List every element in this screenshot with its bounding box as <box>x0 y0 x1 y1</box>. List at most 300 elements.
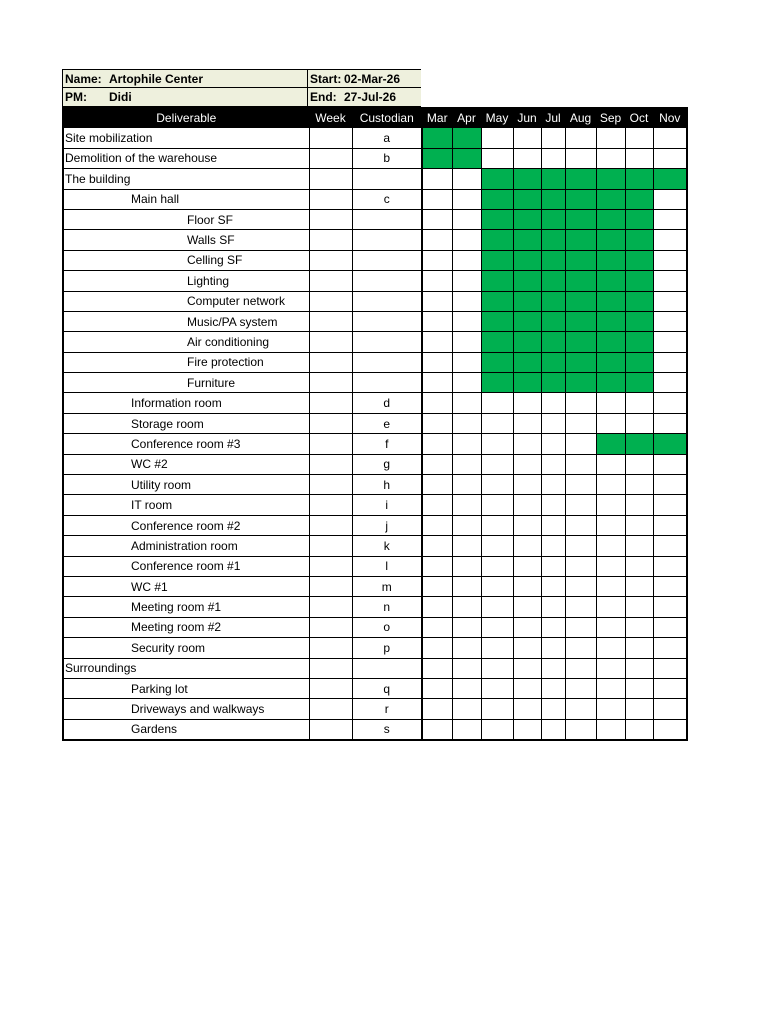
gantt-cell[interactable] <box>422 515 452 535</box>
gantt-cell[interactable] <box>653 291 687 311</box>
custodian-cell[interactable]: d <box>352 393 422 413</box>
deliverable-cell[interactable] <box>63 189 309 209</box>
gantt-cell[interactable] <box>422 576 452 596</box>
gantt-bar-cell[interactable] <box>565 189 596 209</box>
gantt-cell[interactable] <box>452 638 481 658</box>
gantt-cell[interactable] <box>565 475 596 495</box>
deliverable-cell[interactable] <box>63 393 309 413</box>
gantt-cell[interactable] <box>513 413 541 433</box>
week-cell[interactable] <box>309 373 352 393</box>
gantt-bar-cell[interactable] <box>541 189 565 209</box>
gantt-bar-cell[interactable] <box>565 311 596 331</box>
gantt-cell[interactable] <box>452 658 481 678</box>
custodian-cell[interactable]: a <box>352 128 422 148</box>
gantt-cell[interactable] <box>565 434 596 454</box>
gantt-cell[interactable] <box>625 576 653 596</box>
gantt-bar-cell[interactable] <box>596 250 625 270</box>
gantt-bar-cell[interactable] <box>541 373 565 393</box>
gantt-cell[interactable] <box>625 128 653 148</box>
gantt-cell[interactable] <box>422 434 452 454</box>
gantt-cell[interactable] <box>422 454 452 474</box>
week-cell[interactable] <box>309 475 352 495</box>
start-date-cell[interactable] <box>308 69 421 88</box>
gantt-cell[interactable] <box>625 678 653 698</box>
gantt-bar-cell[interactable] <box>513 209 541 229</box>
gantt-bar-cell[interactable] <box>513 373 541 393</box>
custodian-cell[interactable]: c <box>352 189 422 209</box>
gantt-cell[interactable] <box>565 454 596 474</box>
gantt-cell[interactable] <box>596 597 625 617</box>
gantt-cell[interactable] <box>452 678 481 698</box>
gantt-cell[interactable] <box>565 556 596 576</box>
gantt-cell[interactable] <box>422 638 452 658</box>
gantt-bar-cell[interactable] <box>452 148 481 168</box>
gantt-bar-cell[interactable] <box>625 352 653 372</box>
gantt-cell[interactable] <box>541 576 565 596</box>
gantt-bar-cell[interactable] <box>596 373 625 393</box>
gantt-cell[interactable] <box>422 230 452 250</box>
gantt-cell[interactable] <box>541 434 565 454</box>
gantt-cell[interactable] <box>625 597 653 617</box>
gantt-cell[interactable] <box>596 475 625 495</box>
gantt-cell[interactable] <box>452 189 481 209</box>
gantt-cell[interactable] <box>541 597 565 617</box>
custodian-cell[interactable]: f <box>352 434 422 454</box>
gantt-cell[interactable] <box>452 291 481 311</box>
gantt-bar-cell[interactable] <box>513 352 541 372</box>
gantt-cell[interactable] <box>625 413 653 433</box>
month-header-aug[interactable]: Aug <box>565 108 596 128</box>
gantt-cell[interactable] <box>481 699 513 719</box>
gantt-cell[interactable] <box>513 128 541 148</box>
gantt-cell[interactable] <box>541 393 565 413</box>
gantt-bar-cell[interactable] <box>541 332 565 352</box>
gantt-cell[interactable] <box>481 393 513 413</box>
gantt-cell[interactable] <box>452 311 481 331</box>
week-cell[interactable] <box>309 556 352 576</box>
gantt-cell[interactable] <box>452 332 481 352</box>
custodian-cell[interactable] <box>352 332 422 352</box>
gantt-cell[interactable] <box>653 617 687 637</box>
gantt-cell[interactable] <box>481 597 513 617</box>
gantt-cell[interactable] <box>625 617 653 637</box>
gantt-cell[interactable] <box>541 475 565 495</box>
gantt-cell[interactable] <box>625 658 653 678</box>
gantt-cell[interactable] <box>422 291 452 311</box>
gantt-cell[interactable] <box>452 597 481 617</box>
gantt-cell[interactable] <box>422 678 452 698</box>
gantt-bar-cell[interactable] <box>541 230 565 250</box>
gantt-cell[interactable] <box>481 148 513 168</box>
gantt-cell[interactable] <box>513 658 541 678</box>
gantt-bar-cell[interactable] <box>596 230 625 250</box>
gantt-bar-cell[interactable] <box>541 250 565 270</box>
gantt-cell[interactable] <box>481 536 513 556</box>
gantt-bar-cell[interactable] <box>481 271 513 291</box>
deliverable-cell[interactable] <box>63 536 309 556</box>
gantt-cell[interactable] <box>653 515 687 535</box>
week-cell[interactable] <box>309 189 352 209</box>
gantt-cell[interactable] <box>513 454 541 474</box>
deliverable-cell[interactable] <box>63 454 309 474</box>
gantt-cell[interactable] <box>625 719 653 740</box>
gantt-cell[interactable] <box>513 515 541 535</box>
week-cell[interactable] <box>309 638 352 658</box>
gantt-cell[interactable] <box>653 271 687 291</box>
week-cell[interactable] <box>309 128 352 148</box>
gantt-cell[interactable] <box>596 413 625 433</box>
deliverable-cell[interactable] <box>63 699 309 719</box>
deliverable-cell[interactable] <box>63 250 309 270</box>
gantt-bar-cell[interactable] <box>596 332 625 352</box>
deliverable-cell[interactable] <box>63 352 309 372</box>
deliverable-cell[interactable] <box>63 413 309 433</box>
gantt-bar-cell[interactable] <box>596 311 625 331</box>
gantt-cell[interactable] <box>596 719 625 740</box>
week-cell[interactable] <box>309 209 352 229</box>
gantt-cell[interactable] <box>481 495 513 515</box>
gantt-cell[interactable] <box>625 699 653 719</box>
deliverable-cell[interactable] <box>63 148 309 168</box>
deliverable-cell[interactable] <box>63 638 309 658</box>
gantt-cell[interactable] <box>653 332 687 352</box>
gantt-cell[interactable] <box>481 576 513 596</box>
gantt-bar-cell[interactable] <box>625 434 653 454</box>
gantt-bar-cell[interactable] <box>513 189 541 209</box>
gantt-bar-cell[interactable] <box>596 434 625 454</box>
custodian-cell[interactable]: s <box>352 719 422 740</box>
week-cell[interactable] <box>309 311 352 331</box>
gantt-cell[interactable] <box>452 434 481 454</box>
gantt-bar-cell[interactable] <box>565 271 596 291</box>
month-header-apr[interactable]: Apr <box>452 108 481 128</box>
custodian-cell[interactable] <box>352 230 422 250</box>
project-name-cell[interactable] <box>62 69 308 88</box>
gantt-cell[interactable] <box>541 638 565 658</box>
custodian-cell[interactable]: o <box>352 617 422 637</box>
gantt-cell[interactable] <box>481 434 513 454</box>
gantt-bar-cell[interactable] <box>541 209 565 229</box>
gantt-cell[interactable] <box>541 515 565 535</box>
gantt-cell[interactable] <box>565 617 596 637</box>
week-cell[interactable] <box>309 495 352 515</box>
gantt-cell[interactable] <box>481 658 513 678</box>
deliverable-cell[interactable] <box>63 678 309 698</box>
gantt-cell[interactable] <box>596 128 625 148</box>
gantt-cell[interactable] <box>513 495 541 515</box>
custodian-cell[interactable] <box>352 658 422 678</box>
custodian-header[interactable]: Custodian <box>352 108 422 128</box>
gantt-cell[interactable] <box>541 617 565 637</box>
week-cell[interactable] <box>309 617 352 637</box>
gantt-cell[interactable] <box>513 719 541 740</box>
gantt-cell[interactable] <box>513 475 541 495</box>
week-cell[interactable] <box>309 291 352 311</box>
gantt-cell[interactable] <box>422 393 452 413</box>
gantt-bar-cell[interactable] <box>625 271 653 291</box>
gantt-cell[interactable] <box>422 536 452 556</box>
gantt-cell[interactable] <box>653 454 687 474</box>
deliverable-cell[interactable] <box>63 495 309 515</box>
gantt-cell[interactable] <box>422 250 452 270</box>
gantt-bar-cell[interactable] <box>625 169 653 189</box>
gantt-bar-cell[interactable] <box>513 311 541 331</box>
gantt-cell[interactable] <box>513 393 541 413</box>
deliverable-header[interactable]: Deliverable <box>63 108 309 128</box>
gantt-bar-cell[interactable] <box>422 128 452 148</box>
gantt-cell[interactable] <box>565 515 596 535</box>
gantt-cell[interactable] <box>596 495 625 515</box>
deliverable-cell[interactable] <box>63 291 309 311</box>
gantt-cell[interactable] <box>422 556 452 576</box>
deliverable-cell[interactable] <box>63 311 309 331</box>
custodian-cell[interactable]: p <box>352 638 422 658</box>
deliverable-cell[interactable] <box>63 169 309 189</box>
gantt-cell[interactable] <box>653 678 687 698</box>
gantt-bar-cell[interactable] <box>541 311 565 331</box>
gantt-cell[interactable] <box>513 699 541 719</box>
month-header-jul[interactable]: Jul <box>541 108 565 128</box>
gantt-cell[interactable] <box>541 148 565 168</box>
gantt-bar-cell[interactable] <box>481 291 513 311</box>
gantt-cell[interactable] <box>422 495 452 515</box>
week-header[interactable]: Week <box>309 108 352 128</box>
gantt-bar-cell[interactable] <box>625 230 653 250</box>
gantt-cell[interactable] <box>452 454 481 474</box>
gantt-cell[interactable] <box>653 699 687 719</box>
gantt-cell[interactable] <box>596 658 625 678</box>
gantt-bar-cell[interactable] <box>625 373 653 393</box>
gantt-cell[interactable] <box>513 638 541 658</box>
gantt-bar-cell[interactable] <box>596 169 625 189</box>
gantt-cell[interactable] <box>653 658 687 678</box>
end-date-cell[interactable] <box>308 88 421 107</box>
custodian-cell[interactable]: i <box>352 495 422 515</box>
custodian-cell[interactable]: q <box>352 678 422 698</box>
gantt-cell[interactable] <box>481 128 513 148</box>
gantt-cell[interactable] <box>596 515 625 535</box>
gantt-cell[interactable] <box>513 536 541 556</box>
gantt-cell[interactable] <box>422 719 452 740</box>
gantt-cell[interactable] <box>596 556 625 576</box>
gantt-bar-cell[interactable] <box>596 352 625 372</box>
gantt-cell[interactable] <box>565 597 596 617</box>
gantt-bar-cell[interactable] <box>452 128 481 148</box>
gantt-cell[interactable] <box>596 148 625 168</box>
week-cell[interactable] <box>309 271 352 291</box>
custodian-cell[interactable] <box>352 169 422 189</box>
gantt-cell[interactable] <box>596 576 625 596</box>
week-cell[interactable] <box>309 678 352 698</box>
gantt-bar-cell[interactable] <box>513 271 541 291</box>
deliverable-cell[interactable] <box>63 373 309 393</box>
gantt-cell[interactable] <box>653 536 687 556</box>
custodian-cell[interactable]: m <box>352 576 422 596</box>
gantt-cell[interactable] <box>565 638 596 658</box>
week-cell[interactable] <box>309 576 352 596</box>
gantt-cell[interactable] <box>541 454 565 474</box>
gantt-bar-cell[interactable] <box>481 373 513 393</box>
week-cell[interactable] <box>309 699 352 719</box>
gantt-cell[interactable] <box>452 699 481 719</box>
week-cell[interactable] <box>309 230 352 250</box>
gantt-cell[interactable] <box>541 719 565 740</box>
gantt-cell[interactable] <box>653 230 687 250</box>
project-manager-cell[interactable] <box>62 88 308 107</box>
custodian-cell[interactable] <box>352 291 422 311</box>
week-cell[interactable] <box>309 434 352 454</box>
gantt-cell[interactable] <box>422 475 452 495</box>
week-cell[interactable] <box>309 658 352 678</box>
deliverable-cell[interactable] <box>63 576 309 596</box>
month-header-jun[interactable]: Jun <box>513 108 541 128</box>
gantt-cell[interactable] <box>541 678 565 698</box>
gantt-cell[interactable] <box>596 454 625 474</box>
gantt-cell[interactable] <box>452 495 481 515</box>
week-cell[interactable] <box>309 250 352 270</box>
gantt-cell[interactable] <box>565 148 596 168</box>
gantt-bar-cell[interactable] <box>513 332 541 352</box>
gantt-cell[interactable] <box>481 617 513 637</box>
gantt-bar-cell[interactable] <box>565 209 596 229</box>
gantt-cell[interactable] <box>422 658 452 678</box>
gantt-bar-cell[interactable] <box>513 250 541 270</box>
week-cell[interactable] <box>309 413 352 433</box>
deliverable-cell[interactable] <box>63 475 309 495</box>
gantt-cell[interactable] <box>653 148 687 168</box>
gantt-cell[interactable] <box>541 413 565 433</box>
gantt-cell[interactable] <box>422 311 452 331</box>
gantt-bar-cell[interactable] <box>565 352 596 372</box>
gantt-cell[interactable] <box>452 536 481 556</box>
gantt-cell[interactable] <box>596 699 625 719</box>
gantt-cell[interactable] <box>422 271 452 291</box>
week-cell[interactable] <box>309 597 352 617</box>
gantt-cell[interactable] <box>481 413 513 433</box>
gantt-cell[interactable] <box>541 556 565 576</box>
gantt-bar-cell[interactable] <box>653 434 687 454</box>
gantt-cell[interactable] <box>481 515 513 535</box>
gantt-bar-cell[interactable] <box>481 250 513 270</box>
gantt-cell[interactable] <box>452 271 481 291</box>
gantt-cell[interactable] <box>422 617 452 637</box>
gantt-cell[interactable] <box>452 617 481 637</box>
week-cell[interactable] <box>309 352 352 372</box>
gantt-cell[interactable] <box>625 454 653 474</box>
custodian-cell[interactable]: k <box>352 536 422 556</box>
gantt-cell[interactable] <box>565 678 596 698</box>
gantt-cell[interactable] <box>653 495 687 515</box>
custodian-cell[interactable]: l <box>352 556 422 576</box>
gantt-cell[interactable] <box>653 352 687 372</box>
gantt-cell[interactable] <box>541 658 565 678</box>
week-cell[interactable] <box>309 719 352 740</box>
gantt-bar-cell[interactable] <box>513 230 541 250</box>
gantt-cell[interactable] <box>452 393 481 413</box>
gantt-bar-cell[interactable] <box>422 148 452 168</box>
gantt-cell[interactable] <box>422 189 452 209</box>
gantt-cell[interactable] <box>452 230 481 250</box>
gantt-cell[interactable] <box>452 169 481 189</box>
gantt-cell[interactable] <box>481 719 513 740</box>
gantt-cell[interactable] <box>513 148 541 168</box>
gantt-cell[interactable] <box>452 556 481 576</box>
deliverable-cell[interactable] <box>63 230 309 250</box>
gantt-cell[interactable] <box>596 536 625 556</box>
custodian-cell[interactable]: e <box>352 413 422 433</box>
gantt-cell[interactable] <box>653 576 687 596</box>
gantt-cell[interactable] <box>653 556 687 576</box>
gantt-cell[interactable] <box>625 515 653 535</box>
custodian-cell[interactable] <box>352 209 422 229</box>
gantt-cell[interactable] <box>596 617 625 637</box>
month-header-may[interactable]: May <box>481 108 513 128</box>
gantt-bar-cell[interactable] <box>541 271 565 291</box>
gantt-cell[interactable] <box>565 413 596 433</box>
gantt-cell[interactable] <box>541 128 565 148</box>
week-cell[interactable] <box>309 169 352 189</box>
gantt-cell[interactable] <box>565 536 596 556</box>
gantt-cell[interactable] <box>565 699 596 719</box>
gantt-cell[interactable] <box>422 169 452 189</box>
gantt-cell[interactable] <box>653 209 687 229</box>
custodian-cell[interactable] <box>352 373 422 393</box>
gantt-bar-cell[interactable] <box>625 332 653 352</box>
gantt-bar-cell[interactable] <box>481 209 513 229</box>
deliverable-cell[interactable] <box>63 719 309 740</box>
month-header-oct[interactable]: Oct <box>625 108 653 128</box>
gantt-bar-cell[interactable] <box>565 291 596 311</box>
gantt-cell[interactable] <box>481 556 513 576</box>
gantt-cell[interactable] <box>541 495 565 515</box>
gantt-cell[interactable] <box>625 393 653 413</box>
gantt-bar-cell[interactable] <box>541 352 565 372</box>
gantt-bar-cell[interactable] <box>596 291 625 311</box>
gantt-cell[interactable] <box>596 638 625 658</box>
gantt-cell[interactable] <box>565 495 596 515</box>
month-header-nov[interactable]: Nov <box>653 108 687 128</box>
gantt-bar-cell[interactable] <box>625 250 653 270</box>
custodian-cell[interactable]: j <box>352 515 422 535</box>
gantt-cell[interactable] <box>653 719 687 740</box>
month-header-mar[interactable]: Mar <box>422 108 452 128</box>
gantt-cell[interactable] <box>653 311 687 331</box>
gantt-cell[interactable] <box>625 556 653 576</box>
deliverable-cell[interactable] <box>63 617 309 637</box>
gantt-bar-cell[interactable] <box>513 169 541 189</box>
gantt-cell[interactable] <box>513 556 541 576</box>
gantt-cell[interactable] <box>596 393 625 413</box>
gantt-cell[interactable] <box>541 699 565 719</box>
gantt-cell[interactable] <box>565 576 596 596</box>
gantt-cell[interactable] <box>481 638 513 658</box>
gantt-cell[interactable] <box>452 373 481 393</box>
gantt-cell[interactable] <box>653 413 687 433</box>
gantt-bar-cell[interactable] <box>541 291 565 311</box>
custodian-cell[interactable] <box>352 271 422 291</box>
gantt-cell[interactable] <box>452 719 481 740</box>
gantt-bar-cell[interactable] <box>565 250 596 270</box>
custodian-cell[interactable]: b <box>352 148 422 168</box>
gantt-cell[interactable] <box>565 658 596 678</box>
gantt-cell[interactable] <box>625 495 653 515</box>
gantt-cell[interactable] <box>625 536 653 556</box>
gantt-cell[interactable] <box>625 475 653 495</box>
gantt-cell[interactable] <box>653 393 687 413</box>
gantt-bar-cell[interactable] <box>596 189 625 209</box>
gantt-cell[interactable] <box>625 638 653 658</box>
custodian-cell[interactable]: g <box>352 454 422 474</box>
